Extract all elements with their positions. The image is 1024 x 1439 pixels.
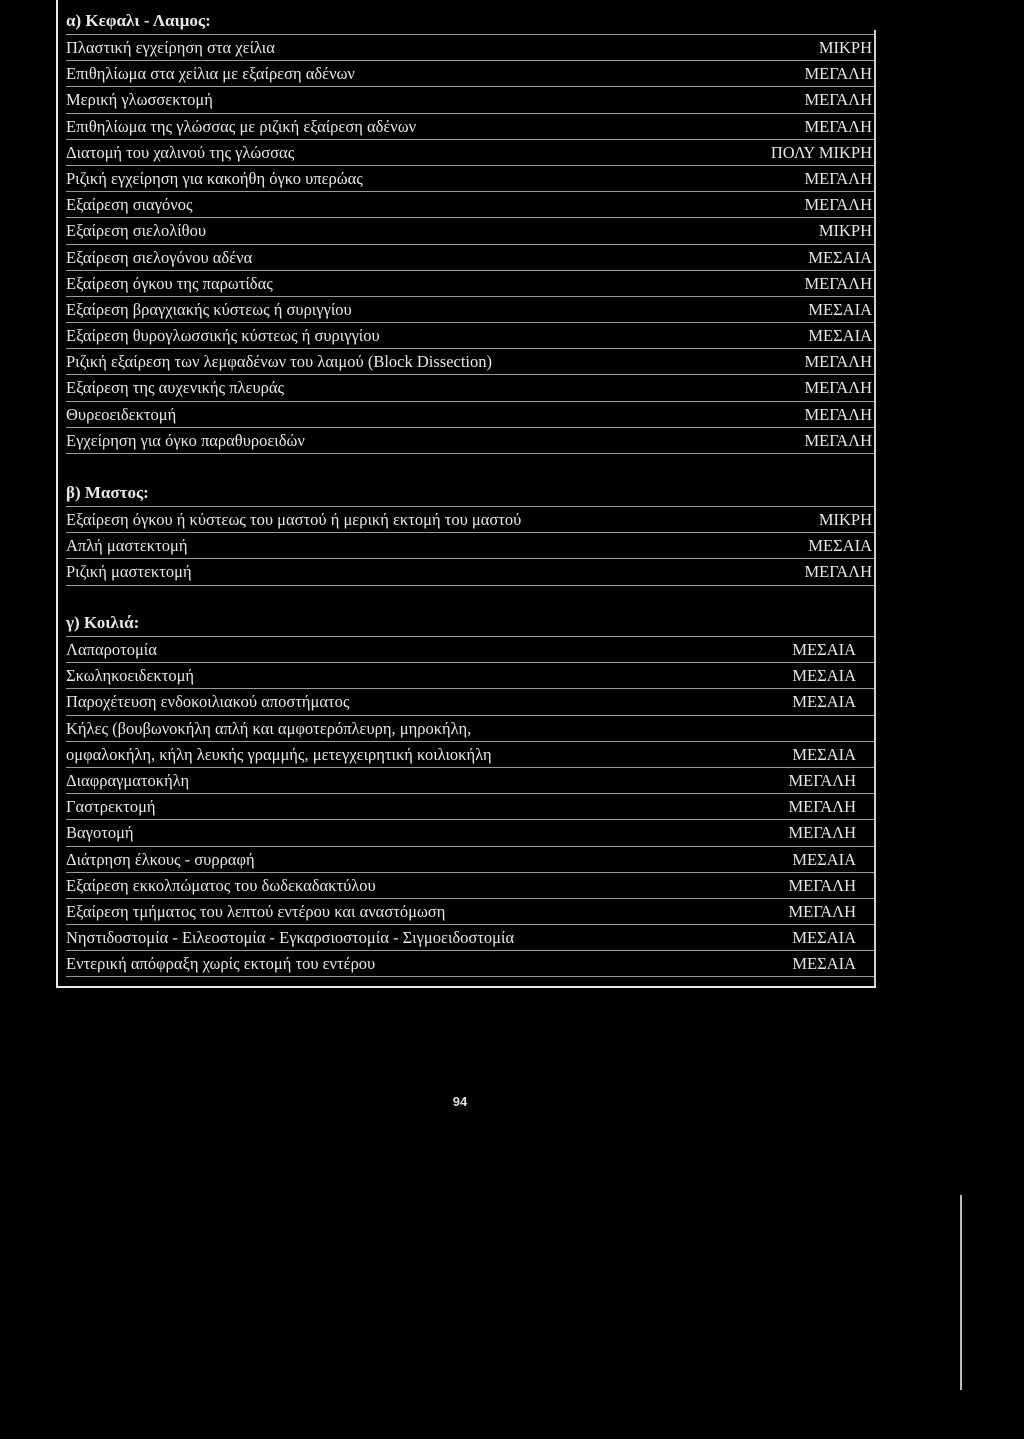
table-row (66, 794, 874, 820)
procedure-name: Ριζική εγχείρηση για κακοήθη όγκο υπερώας (66, 168, 363, 188)
severity-value: ΜΕΓΑΛΗ (788, 901, 856, 921)
procedure-name: Θυρεοειδεκτομή (66, 404, 177, 424)
severity-value: ΜΕΣΑΙΑ (808, 326, 872, 346)
table-row (66, 245, 874, 271)
severity-value: ΜΕΓΑΛΗ (804, 562, 872, 582)
procedure-name: Νηστιδοστομία - Ειλεοστομία - Εγκαρσιοστομία - Σιγμοειδοστομία (66, 928, 515, 948)
procedure-name: Εξαίρεση τμήματος του λεπτού εντέρου και αναστόμωση (66, 901, 446, 921)
procedure-name: Επιθηλίωμα στα χείλια με εξαίρεση αδένων (66, 64, 355, 84)
severity-value: ΜΕΓΑΛΗ (804, 116, 872, 136)
severity-value: ΜΕΣΑΙΑ (792, 640, 856, 659)
table-row (66, 847, 874, 873)
severity-value: ΜΙΚΡΗ (818, 510, 872, 529)
procedure-name: Μερική γλωσσεκτομή (66, 90, 213, 110)
table-row (66, 768, 874, 794)
severity-value: ΜΕΓΑΛΗ (804, 430, 872, 450)
table-row (66, 61, 874, 87)
table-row (66, 114, 874, 140)
procedure-name: Εντερική απόφραξη χωρίς εκτομή του εντέρου (66, 954, 376, 974)
severity-value: ΜΕΣΑΙΑ (808, 299, 872, 319)
procedure-name: Πλαστική εγχείρηση στα χείλια (66, 38, 275, 57)
procedure-name: Επιθηλίωμα της γλώσσας με ριζική εξαίρεση αδένων (66, 116, 417, 136)
table-bottom-border (56, 986, 876, 988)
procedure-name: Ριζική εξαίρεση των λεμφαδένων του λαιμού (Block Dissection) (66, 352, 493, 372)
severity-value: ΜΕΣΑΙΑ (792, 928, 856, 948)
procedure-name: Εξαίρεση της αυχενικής πλευράς (66, 378, 285, 398)
table-row (66, 716, 874, 742)
procedure-name: Διαφραγματοκήλη (66, 770, 190, 790)
severity-value: ΜΕΓΑΛΗ (804, 168, 872, 188)
procedure-name: Εξαίρεση εκκολπώματος του δωδεκαδακτύλου (66, 875, 376, 895)
procedure-name: Διατομή του χαλινού της γλώσσας (66, 142, 295, 162)
severity-value: ΜΕΓΑΛΗ (804, 404, 872, 424)
severity-value: ΜΕΣΑΙΑ (792, 666, 856, 686)
table-row (66, 820, 874, 846)
procedure-name: Κήλες (βουβωνοκήλη απλή και αμφοτερόπλευρη, μηροκήλη, (66, 718, 472, 738)
table-right-border (874, 30, 876, 988)
table-row (66, 35, 874, 61)
procedure-name: ομφαλοκήλη, κήλη λευκής γραμμής, μετεγχειρητική κοιλιοκήλη (66, 744, 492, 764)
table-row (66, 533, 874, 559)
severity-value: ΜΕΓΑΛΗ (804, 64, 872, 84)
severity-value: ΜΕΣΑΙΑ (792, 954, 856, 974)
procedure-name: Εξαίρεση σιελογόνου αδένα (66, 247, 253, 267)
table-row (66, 192, 874, 218)
section-head-neck (66, 14, 874, 454)
procedure-name: Εξαίρεση σιελολίθου (66, 221, 206, 241)
table-row (66, 323, 874, 349)
section-abdomen (66, 610, 874, 977)
table-row (66, 428, 874, 454)
severity-value: ΜΕΓΑΛΗ (804, 273, 872, 293)
table-row (66, 637, 874, 663)
page-number: 94 (452, 1094, 468, 1109)
severity-value: ΜΕΓΑΛΗ (804, 378, 872, 398)
table-row (66, 873, 874, 899)
table-left-border (56, 0, 58, 988)
section-title-head-neck: α) Κεφαλι - Λαιμος: (66, 14, 874, 35)
severity-value: ΠΟΛΥ ΜΙΚΡΗ (770, 142, 872, 162)
severity-value: ΜΕΓΑΛΗ (788, 823, 856, 843)
procedure-name: Γαστρεκτομή (66, 797, 156, 817)
procedure-name: Εξαίρεση όγκου της παρωτίδας (66, 273, 273, 293)
procedure-name: Εξαίρεση θυρογλωσσικής κύστεως ή συριγγίου (66, 326, 380, 346)
severity-value: ΜΕΣΑΙΑ (808, 536, 872, 556)
procedure-name: Εξαίρεση σιαγόνος (66, 195, 193, 215)
table-row (66, 375, 874, 401)
severity-value: ΜΙΚΡΗ (818, 221, 872, 241)
section-title-abdomen: γ) Κοιλιά: (66, 610, 874, 637)
table-row (66, 689, 874, 715)
table-row (66, 349, 874, 375)
severity-value: ΜΕΣΑΙΑ (792, 744, 856, 764)
table-row (66, 297, 874, 323)
severity-value: ΜΙΚΡΗ (818, 38, 872, 57)
severity-value: ΜΕΓΑΛΗ (788, 875, 856, 895)
severity-value: ΜΕΓΑΛΗ (804, 90, 872, 110)
procedure-name: Ριζική μαστεκτομή (66, 562, 192, 582)
procedure-name: Απλή μαστεκτομή (66, 536, 188, 556)
procedure-name: Εξαίρεση όγκου ή κύστεως του μαστού ή μερική εκτομή του μαστού (66, 510, 522, 529)
table-row (66, 899, 874, 925)
table-row (66, 87, 874, 113)
margin-line (960, 1195, 962, 1390)
severity-value: ΜΕΣΑΙΑ (808, 247, 872, 267)
table-row (66, 951, 874, 977)
procedure-name: Βαγοτομή (66, 823, 134, 843)
procedure-name: Εγχείρηση για όγκο παραθυροειδών (66, 430, 305, 450)
severity-value: ΜΕΣΑΙΑ (792, 692, 856, 712)
severity-value: ΜΕΓΑΛΗ (788, 797, 856, 817)
table-row (66, 559, 874, 585)
severity-value: ΜΕΓΑΛΗ (804, 195, 872, 215)
table-row (66, 663, 874, 689)
section-title-breast: β) Μαστος: (66, 480, 874, 507)
procedure-name: Παροχέτευση ενδοκοιλιακού αποστήματος (66, 692, 350, 712)
severity-value: ΜΕΓΑΛΗ (804, 352, 872, 372)
table-row (66, 166, 874, 192)
table-row (66, 140, 874, 166)
procedure-name: Διάτρηση έλκους - συρραφή (66, 849, 255, 869)
severity-value: ΜΕΓΑΛΗ (788, 770, 856, 790)
table-row (66, 742, 874, 768)
severity-value: ΜΕΣΑΙΑ (792, 849, 856, 869)
procedure-name: Εξαίρεση βραγχιακής κύστεως ή συριγγίου (66, 299, 352, 319)
section-breast (66, 480, 874, 586)
table-row (66, 218, 874, 244)
table-row (66, 402, 874, 428)
procedure-name: Σκωληκοειδεκτομή (66, 666, 195, 686)
table-row (66, 507, 874, 533)
table-row (66, 271, 874, 297)
procedure-name: Λαπαροτομία (66, 640, 157, 659)
table-row (66, 925, 874, 951)
